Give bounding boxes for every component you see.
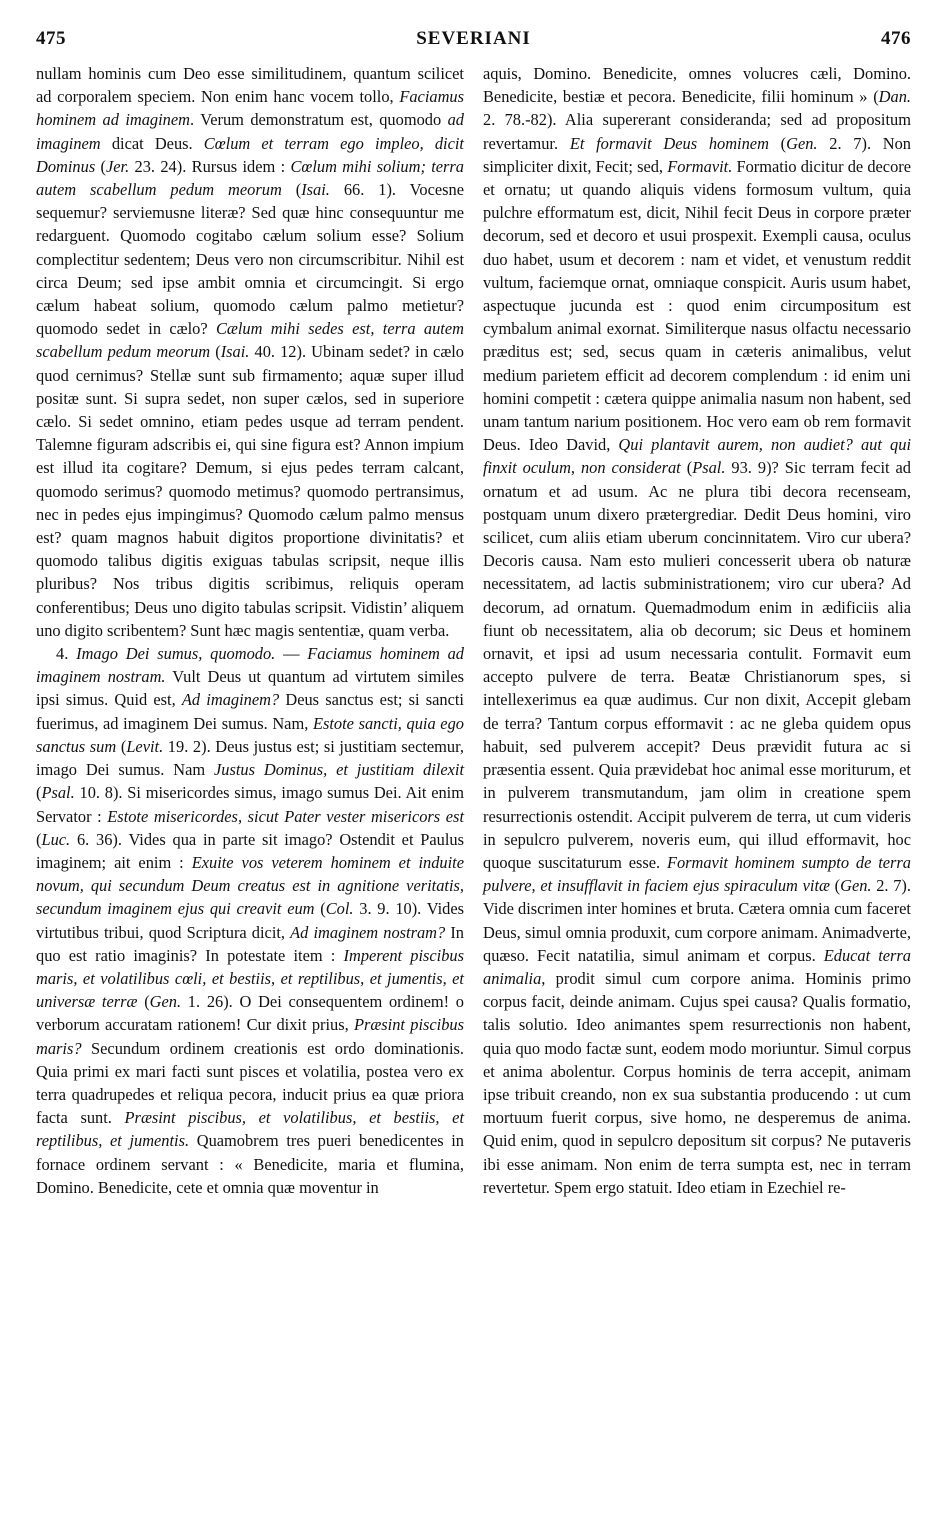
text-run: ( — [36, 829, 42, 849]
text-run: 23. 24). Rursus idem : — [129, 156, 291, 176]
italic-text-run: Præsint piscibus maris? — [36, 1015, 464, 1058]
text-run: ( — [36, 783, 42, 803]
italic-text-run: Gen. — [840, 876, 872, 896]
italic-text-run: Isai. — [220, 342, 250, 362]
italic-text-run: Faciamus hominem ad imaginem nostram. — [36, 644, 464, 687]
text-run: 19. 2). Deus justus est; si justitiam sectemur, imago Dei sumus. Nam — [36, 736, 465, 780]
text-run: ( — [95, 156, 106, 176]
text-run: 66. 1). Vocesne sequemur? serviemusne literæ? Sed quæ hinc consequuntur me redarguent. Quomodo cogitabo cælum solium esse? Solium complectitur sedentem; Deus vero non circumscribitur. Nihil est circa Deum; sed ipse ambit omnia et circumcingit. Si ergo cælum habeat solium, quomodo cælum palmo metietur? quomodo sedet in cælo? — [36, 180, 464, 339]
text-run: . Verum demonstratum est, quomodo — [189, 110, 448, 130]
text-run: , prodit simul cum corpore anima. Hominis primo corpus facit, deinde animam. Cujus spei causa? Qualis formatio, talis solutio. Ideo animantes spem resurrectionis non habent, quia quo modo factæ sunt, eodem modo moriuntur. Simul corpus et anima abolentur. Corpus hominis de terra accepit, animam ipse tribuit creando, non ex sua substantia producendo : ut cum mortuum fuerit corpus, sive homo, ne desperemus de anima. Quid enim, quod in sepulcro depositum sit corpus? Ne putaveris ibi esse animam. Non enim de terra sumpta est, nec in terram revertetur. Spem ergo statuit. Ideo etiam in Ezechiel re- — [483, 968, 911, 1197]
text-run: ( — [210, 342, 221, 362]
italic-text-run: Psal. — [41, 783, 75, 803]
italic-text-run: Gen. — [149, 992, 182, 1012]
text-run: dicat Deus. — [100, 133, 204, 153]
italic-text-run: Faciamus hominem ad imaginem — [36, 87, 464, 130]
text-run: ( — [314, 899, 326, 919]
italic-text-run: Estote sancti, quia ego sanctus sum — [36, 713, 464, 756]
italic-text-run: Dan. — [878, 87, 911, 107]
text-run: ( — [116, 736, 127, 756]
right-column — [483, 62, 911, 1199]
italic-text-run: Jer. — [106, 156, 130, 176]
italic-text-run: Col. — [325, 899, 354, 919]
italic-text-run: Luc. — [41, 829, 71, 849]
italic-text-run: Cælum mihi sedes est, terra autem scabellum pedum meorum — [36, 319, 464, 362]
italic-text-run: Formavit hominem sumpto de terra pulvere, et insufflavit in faciem ejus spiraculum vitæ — [483, 852, 911, 896]
italic-text-run: Qui plantavit aurem, non audiet? aut qui finxit oculum, non considerat — [483, 435, 911, 478]
running-title: SEVERIANI — [416, 28, 531, 49]
text-run: 6. 36). Vides qua in parte sit imago? Ostendit et Paulus imaginem; ait enim : — [36, 829, 464, 872]
paragraph — [483, 62, 911, 1199]
italic-text-run: Imago Dei sumus, quomodo. — [76, 644, 276, 664]
italic-text-run: Imperent piscibus maris, et volatilibus cœli, et bestiis, et reptilibus, et jumentis, et universæ terræ — [36, 945, 465, 1012]
text-run: 1. 26). O Dei consequentem ordinem! o verborum accuratam rationem! Cur dixit prius, — [36, 992, 464, 1035]
page-header — [36, 28, 911, 58]
text-run: Quamobrem tres pueri benedicentes in fornace ordinem servant : « Benedicite, maria et flumina, Domino. Benedicite, cete et omnia quæ moventur in — [36, 1131, 464, 1197]
italic-text-run: Gen. — [786, 133, 818, 153]
text-run: In quo est ratio imaginis? In potestate item : — [36, 922, 464, 965]
italic-text-run: Et formavit Deus hominem — [569, 133, 769, 153]
italic-text-run: Justus Dominus, et justitiam dilexit — [214, 760, 464, 780]
text-run: ( — [829, 876, 841, 896]
italic-text-run: Exuite vos veterem hominem et induite novum, qui secundum Deum creatus est in agnitione veritatis, secundum imaginem ejus qui creavit eum — [36, 852, 465, 919]
italic-text-run: Ad imaginem nostram? — [290, 922, 446, 942]
page-number-right: 476 — [881, 28, 911, 49]
text-run: ( — [680, 458, 693, 478]
text-run: — — [275, 644, 308, 664]
italic-text-run: Educat terra animalia — [483, 945, 911, 988]
italic-text-run: Formavit. — [667, 156, 733, 176]
text-columns — [36, 62, 911, 1199]
italic-text-run: Estote misericordes, sicut Pater vester misericors est — [107, 806, 464, 826]
left-column — [36, 62, 464, 1199]
text-run: Secundum ordinem creationis est ordo dominationis. Quia primi ex mari facti sunt pisces et volatilia, postea vero ex terra quadrupedes et reliqua pecora, inducit prius ea quæ priora facta sunt. — [36, 1038, 464, 1128]
text-run: 2. 7). Non simpliciter dixit, Fecit; sed, — [483, 133, 912, 176]
text-run: 2. 7). Vide discrimen inter homines et bruta. Cætera omnia cum faceret Deus, simul omnia produxit, cum corpore animam. Animadverte, quæso. Fecit natatilia, simul animam et corpus. — [483, 876, 911, 965]
page-number-left: 475 — [36, 28, 66, 49]
text-run: Vult Deus ut quantum ad virtutem similes ipsi simus. Quid est, — [36, 667, 464, 710]
text-run: aquis, Domino. Benedicite, omnes volucres cæli, Domino. Benedicite, bestiæ et pecora. Benedicite, filii hominum » ( — [483, 64, 911, 107]
italic-text-run: Præsint piscibus, et volatilibus, et bestiis, et reptilibus, et jumentis. — [36, 1108, 464, 1151]
italic-text-run: Isai. — [301, 180, 330, 200]
text-run: nullam hominis cum Deo esse similitudinem, quantum scilicet ad corporalem speciem. Non enim hanc vocem tollo, — [36, 64, 464, 107]
text-run: ( — [768, 133, 787, 153]
text-run: ( — [281, 180, 302, 200]
text-run: Formatio dicitur de decore et ornatu; ut quando aliquis videns formosum vultum, quia pulchre efformatum est, dicit, Nihil fecit Deus in corpore præter decorum, sed et decoro et usui prospexit. Exempli causa, oculus duo habet, usum et decorem : nam et videt, et venustum reddit vultum, faciemque ornat, omniaque conspicit. Auris usum habet, aspectuque jucunda est : quod enim circumpositum est cymbalum animal exornat. Similiterque nasus olfactu necessario præditus est; sed, secus quam in cæteris animalibus, velut medium parietem efficit ad decorem complendum : id enim uni homini competit : cætera quippe animalia nasum non habent, sed unam tantum narium positionem. Hoc vero eam ob rem formavit Deus. Ideo David, — [483, 156, 912, 455]
text-run: 93. 9)? Sic terram fecit ad ornatum et ad usum. Ac ne plura tibi decora recenseam, postquam unum dixero prætergrediar. Dedit Deus homini, viro scilicet, cum aliis etiam uberum concinnitatem. Viro cur ubera? Decoris causa. Nam esto mulieri concesserit ubera ob naturæ necessitatem, ad lactis subministrationem; viro cur ubera? Ad decorum, ad ornatum. Quemadmodum enim in ædificiis alia fiunt ob necessitatem, alia ob decorum; sic Deus et hominem ornavit, et ipsi ad usum necessaria contulit. Formavit eum accepto pulvere de terra. Beatæ Christianorum spes, si intellexerimus ea quæ audimus. Cur non dixit, Accepit glebam de terra? Tantum corpus efformavit : ac ne gleba quidem opus habuit, sed pulverem accepit? Deus prævidit futura ac si præsentia essent. Quia prævidebat hoc animal esse moriturum, et in pulverem transmutandum, jam olim in creatione spem resurrectionis ostendit. Accipit pulverem de terra, ut cum videris in sepulcro pulverem, noveris eum, qui illud efformavit, hoc quoque suscitaturum esse. — [483, 458, 911, 872]
italic-text-run: Levit. — [126, 736, 164, 756]
text-run: 10. 8). Si misericordes simus, imago sumus Dei. Ait enim Servator : — [36, 783, 464, 826]
italic-text-run: ad imaginem — [36, 110, 464, 153]
text-run: 3. 9. 10). Vides virtutibus tribui, quod Scriptura dicit, — [36, 899, 464, 942]
text-run: 2. 78.-82). Alia supererant consideranda; sed ad propositum revertamur. — [483, 110, 911, 153]
text-run: ( — [137, 992, 150, 1012]
paragraph — [36, 62, 464, 642]
text-run: Deus sanctus est; si sancti fuerimus, ad imaginem Dei sumus. Nam, — [36, 690, 464, 733]
italic-text-run: Cœlum mihi solium; terra autem scabellum pedum meorum — [36, 156, 465, 200]
paragraph — [36, 642, 464, 1199]
text-run: 40. 12). Ubinam sedet? in cælo quod cernimus? Stellæ sunt sub firmamento; aquæ super illud positæ sunt. Si supra sedet, non super cælos, sed in superiore cælo. Si sedet omnino, etiam pedes usque ad terram pendent. Talemne figuram adscribis ei, qui sine figura est? Annon impium est illud ita cogitare? Demum, si ejus pedes terram calcant, quomodo serimus? quomodo metimus? quomodo pertransimus, nec in pedes ejus impingimus? Quomodo cælum palmo mensus est? quam magnos habuit digitos proportione divinitatis? et quomodo talibus digitis exiguas tabulas scripsit, neque illis pluribus? Nos tribus digitis scribimus, reliquis operam conferentibus; Deus uno digito tabulas scripsit. Vidistin’ aliquem uno digito scribentem? Sunt hæc magis sententiæ, quam verba. — [36, 342, 464, 640]
italic-text-run: Cœlum et terram ego impleo, dicit Dominus — [36, 133, 464, 176]
italic-text-run: Psal. — [692, 458, 726, 478]
italic-text-run: Ad imaginem? — [181, 690, 280, 710]
text-run: 4. — [56, 644, 77, 664]
